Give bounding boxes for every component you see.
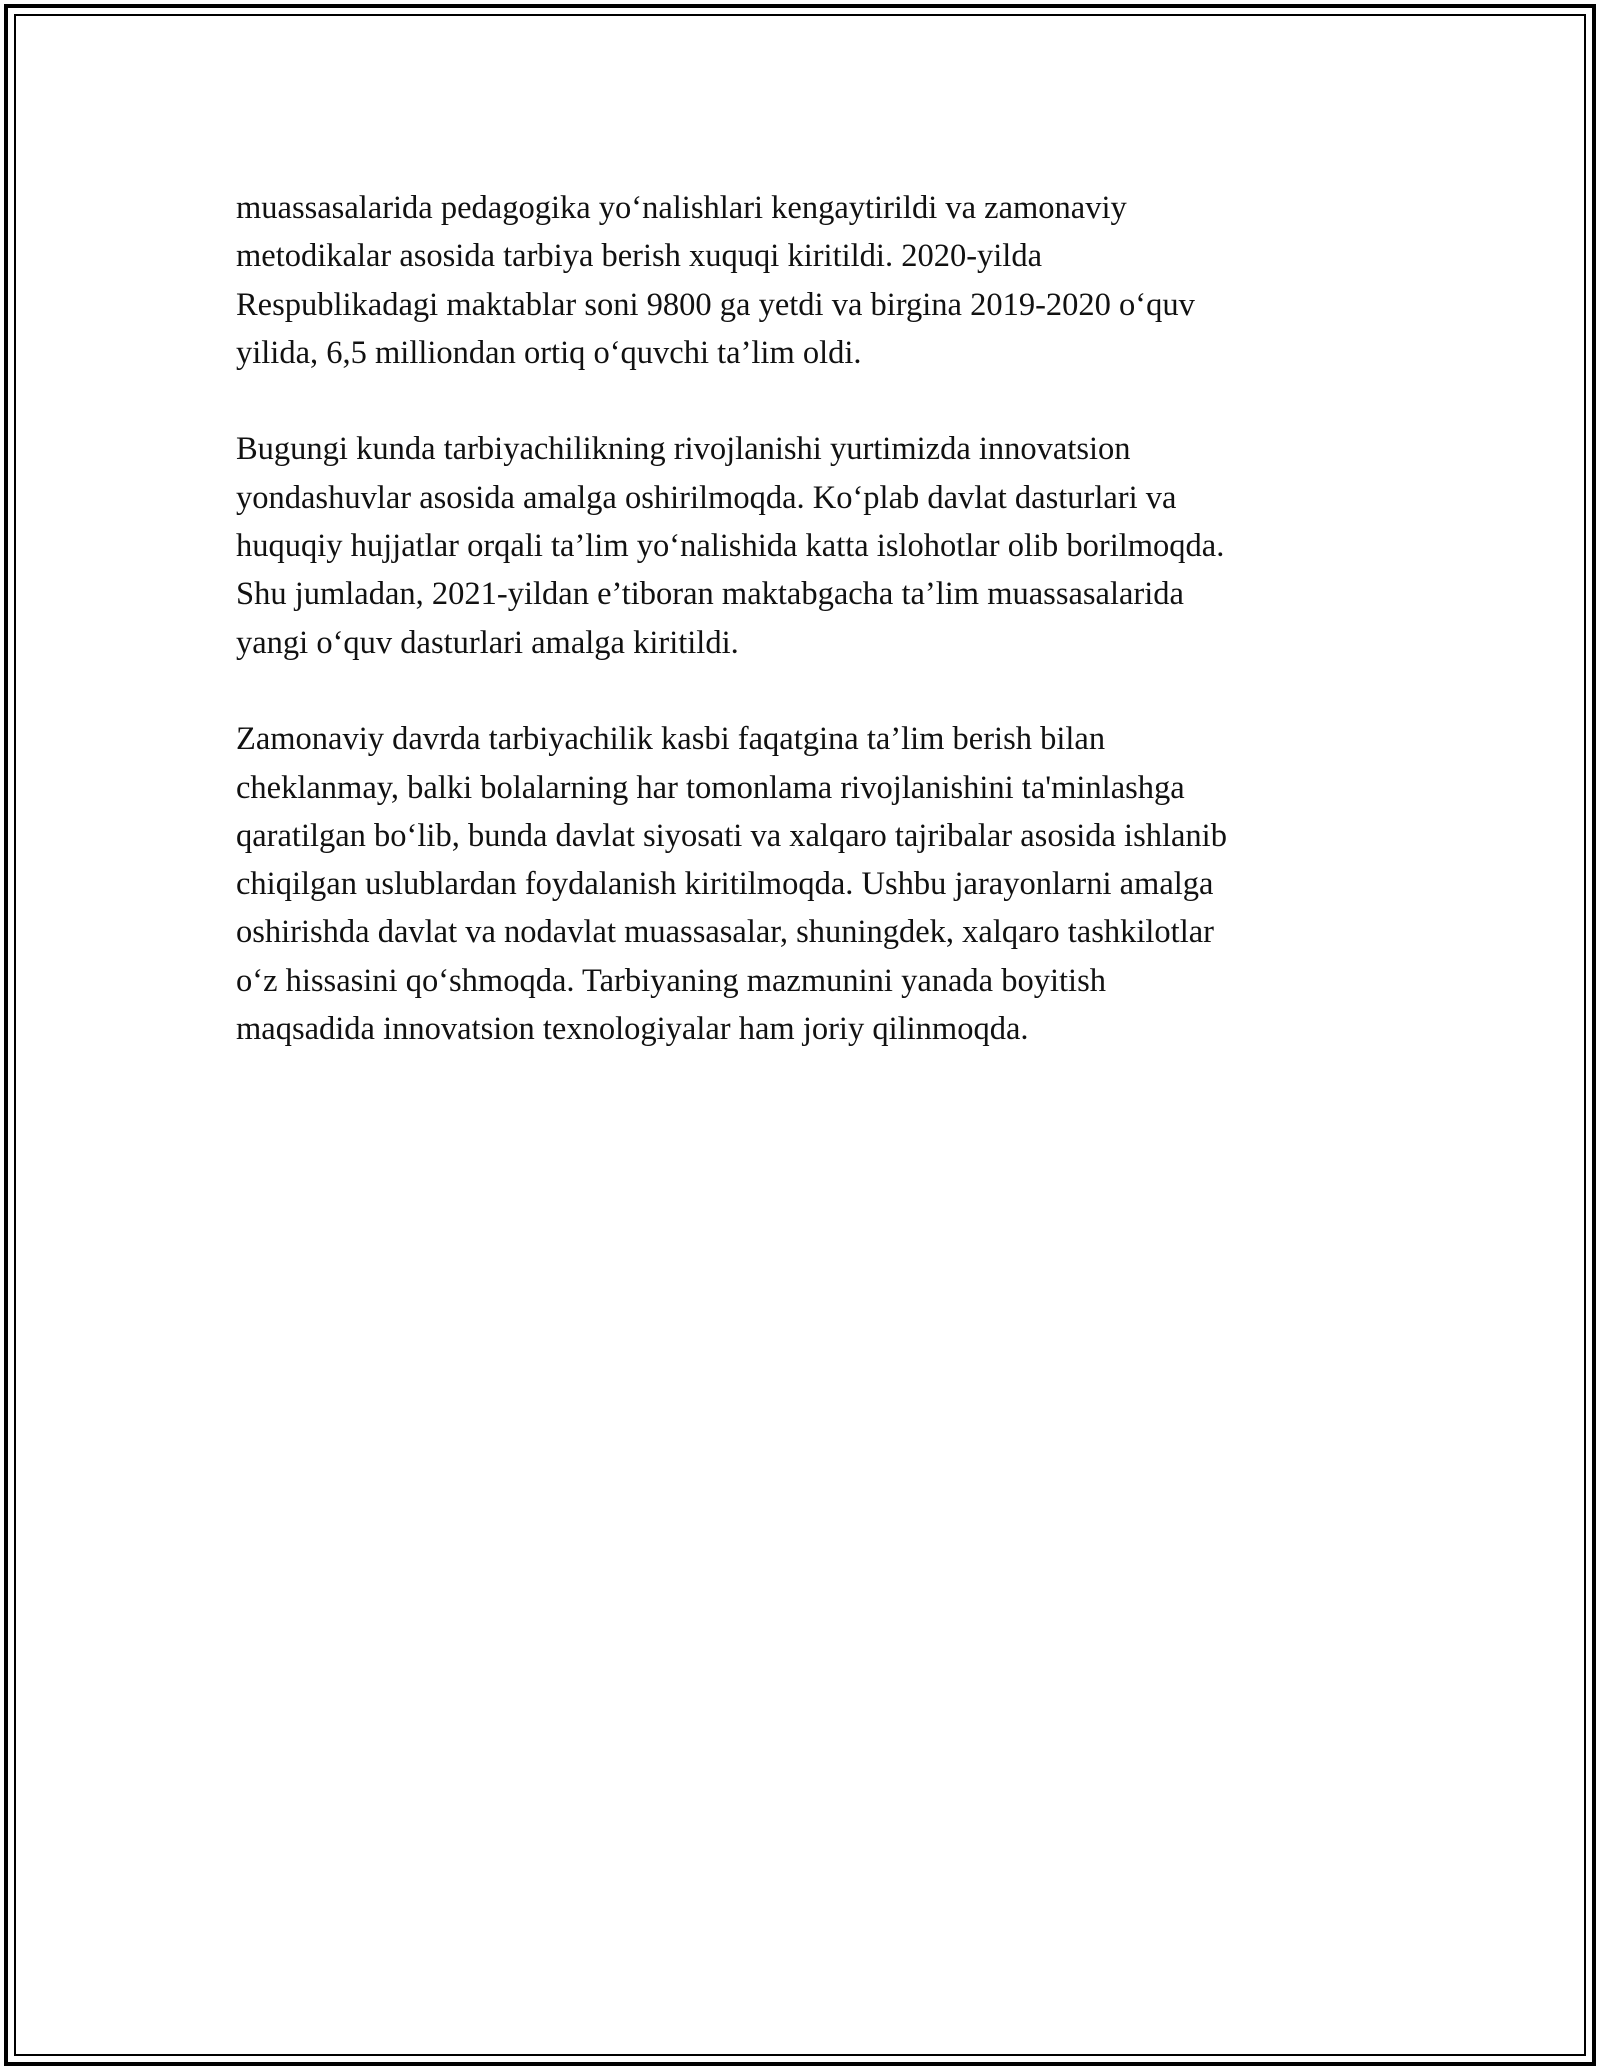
text-line: maqsadida innovatsion texnologiyalar ham joriy qilinmoqda.	[236, 1011, 1029, 1048]
paragraph-1	[236, 184, 1376, 377]
text-line: yangi o‘quv dasturlari amalga kiritildi.	[236, 624, 739, 661]
text-line: o‘z hissasini qo‘shmoqda. Tarbiyaning mazmunini yanada boyitish	[236, 962, 1106, 999]
text-line: Shu jumladan, 2021-yildan e’tiboran maktabgacha ta’lim muassasalarida	[236, 576, 1184, 613]
text-line: Bugungi kunda tarbiyachilikning rivojlanishi yurtimizda innovatsion	[236, 431, 1131, 468]
text-line: Zamonaviy davrda tarbiyachilik kasbi faqatgina ta’lim berish bilan	[236, 721, 1106, 758]
text-line: Respublikadagi maktablar soni 9800 ga yetdi va birgina 2019-2020 o‘quv	[236, 286, 1195, 323]
text-line: huquqiy hujjatlar orqali ta’lim yo‘nalishida katta islohotlar olib borilmoqda.	[236, 528, 1225, 565]
text-line: muassasalarida pedagogika yo‘nalishlari kengaytirildi va zamonaviy	[236, 190, 1127, 226]
paragraph-3	[236, 715, 1376, 1053]
text-line: yondashuvlar asosida amalga oshirilmoqda. Ko‘plab davlat dasturlari va	[236, 479, 1177, 516]
text-line: oshirishda davlat va nodavlat muassasalar, shuningdek, xalqaro tashkilotlar	[236, 914, 1214, 951]
document-body	[236, 184, 1376, 1102]
paragraph-2	[236, 425, 1376, 666]
text-line: qaratilgan bo‘lib, bunda davlat siyosati va xalqaro tajribalar asosida ishlanib	[236, 817, 1227, 854]
text-line: chiqilgan uslublardan foydalanish kiritilmoqda. Ushbu jarayonlarni amalga	[236, 866, 1214, 903]
text-line: cheklanmay, balki bolalarning har tomonlama rivojlanishini ta'minlashga	[236, 769, 1185, 806]
text-line: metodikalar asosida tarbiya berish xuquqi kiritildi. 2020-yilda	[236, 238, 1043, 275]
text-line: yilida, 6,5 milliondan ortiq o‘quvchi ta’lim oldi.	[236, 334, 862, 371]
